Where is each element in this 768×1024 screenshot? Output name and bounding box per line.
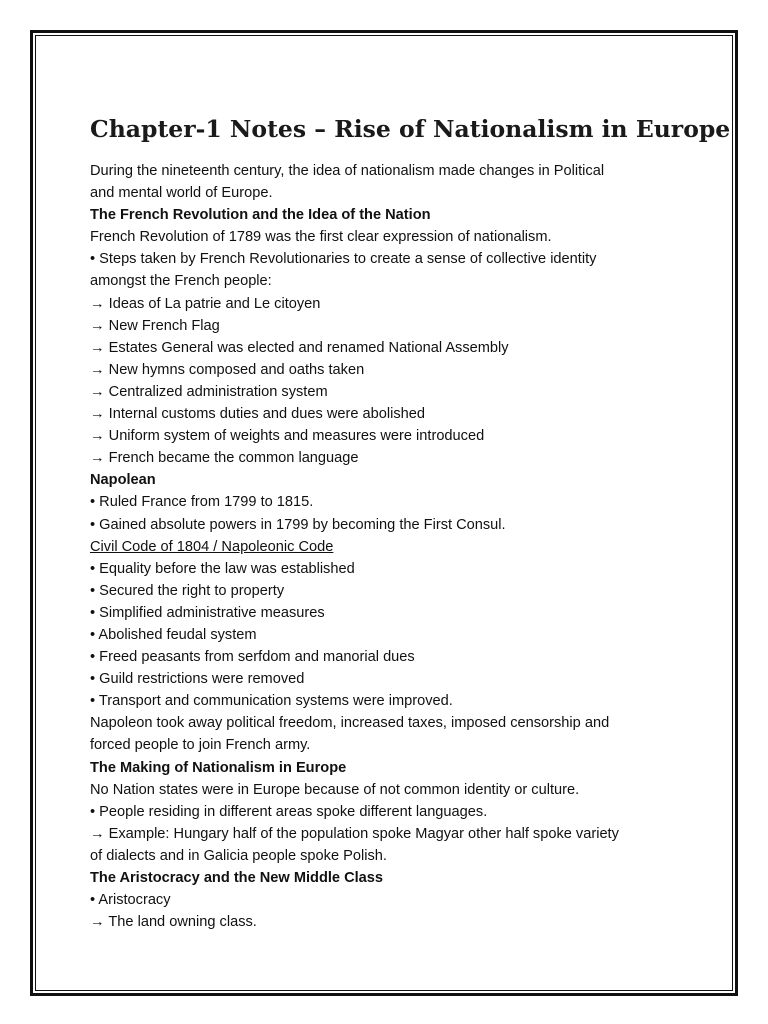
document-title: Chapter-1 Notes – Rise of Nationalism in Europe xyxy=(90,115,731,143)
text-line: • Equality before the law was established xyxy=(90,560,355,577)
text-line: → Estates General was elected and renamed National Assembly xyxy=(90,339,509,356)
text-line: Napoleon took away political freedom, increased taxes, imposed censorship and xyxy=(90,715,610,732)
section-heading: Napolean xyxy=(90,472,156,489)
section-heading: The Aristocracy and the New Middle Class xyxy=(90,870,384,886)
text-line: → New hymns composed and oaths taken xyxy=(90,361,365,378)
text-line: • Ruled France from 1799 to 1815. xyxy=(90,494,314,511)
text-line: • Freed peasants from serfdom and manorial dues xyxy=(90,649,415,666)
text-line: • Steps taken by French Revolutionaries to create a sense of collective identity xyxy=(90,251,597,268)
text-line: • Aristocracy xyxy=(90,892,171,909)
text-line: and mental world of Europe. xyxy=(90,185,273,202)
text-line: • Abolished feudal system xyxy=(90,626,257,643)
document-body xyxy=(90,110,731,933)
text-line: • Simplified administrative measures xyxy=(90,604,325,621)
text-line: No Nation states were in Europe because of not common identity or culture. xyxy=(90,781,580,798)
text-line: → New French Flag xyxy=(90,317,220,334)
document-lines xyxy=(90,160,690,933)
section-heading: Civil Code of 1804 / Napoleonic Code xyxy=(90,538,334,555)
text-line: → Internal customs duties and dues were abolished xyxy=(90,406,426,423)
text-line: forced people to join French army. xyxy=(90,737,311,754)
text-line: • Gained absolute powers in 1799 by becoming the First Consul. xyxy=(90,516,506,533)
text-line: → French became the common language xyxy=(90,450,359,467)
text-line: French Revolution of 1789 was the first clear expression of nationalism. xyxy=(90,229,552,246)
text-line: • Secured the right to property xyxy=(90,582,285,599)
text-line: → Example: Hungary half of the population spoke Magyar other half spoke variety xyxy=(90,825,619,842)
text-line: • Guild restrictions were removed xyxy=(90,671,305,688)
section-heading: The Making of Nationalism in Europe xyxy=(90,759,347,776)
text-line: During the nineteenth century, the idea of nationalism made changes in Political xyxy=(90,163,605,179)
text-line: → Ideas of La patrie and Le citoyen xyxy=(90,295,321,312)
text-line: • Transport and communication systems were improved. xyxy=(90,693,453,710)
section-heading: The French Revolution and the Idea of the Nation xyxy=(90,207,431,224)
text-line: → The land owning class. xyxy=(90,914,257,931)
text-line: of dialects and in Galicia people spoke Polish. xyxy=(90,847,387,864)
text-line: amongst the French people: xyxy=(90,273,272,290)
text-line: → Centralized administration system xyxy=(90,383,328,400)
text-line: → Uniform system of weights and measures were introduced xyxy=(90,428,485,445)
text-line: • People residing in different areas spoke different languages. xyxy=(90,803,488,820)
